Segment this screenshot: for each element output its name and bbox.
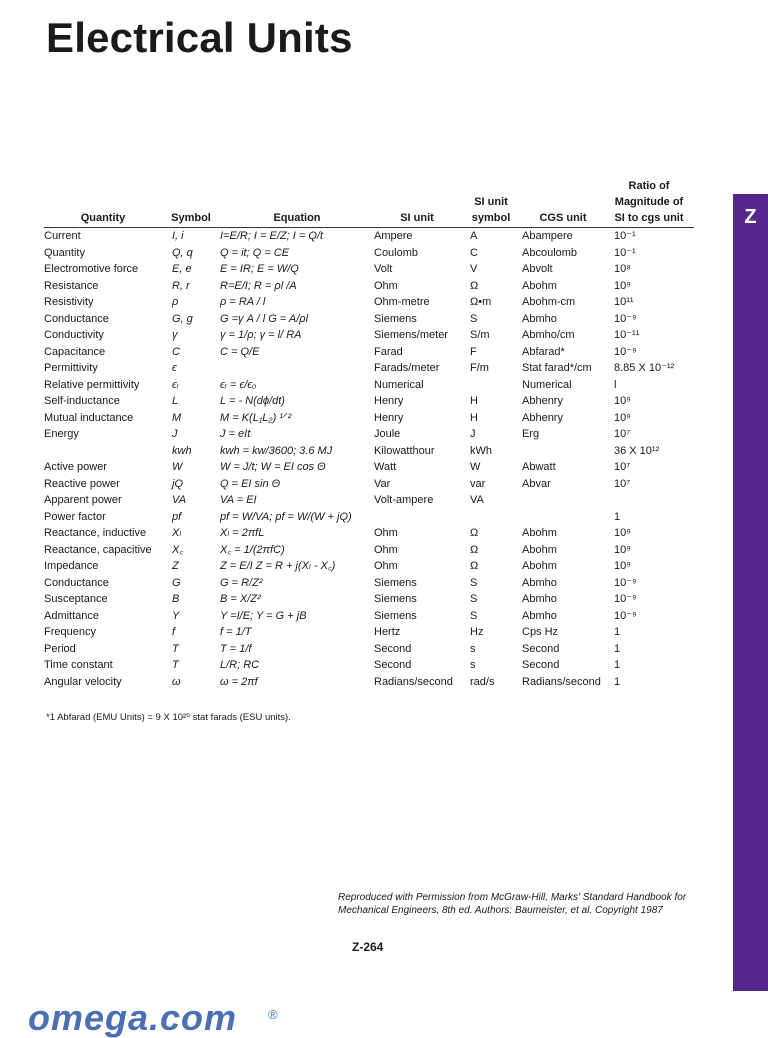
cell-equation: X꜀ = 1/(2πfC)	[220, 543, 285, 556]
header-si-symbol-line-2: symbol	[471, 212, 511, 224]
cell-cgs-unit: Radians/second	[522, 675, 601, 688]
cell-ratio: 1	[614, 659, 621, 672]
cell-ratio: 10⁹	[614, 560, 631, 573]
header-cgs-unit: CGS unit	[522, 178, 604, 228]
cell-si-symbol: F	[470, 345, 477, 358]
cell-quantity: Frequency	[44, 626, 96, 639]
cell-cgs-unit: Abfarad*	[522, 345, 565, 358]
cell-si-symbol	[460, 377, 522, 394]
cell-si-unit: Siemens/meter	[374, 329, 448, 342]
cell-symbol: γ	[172, 329, 178, 342]
cell-symbol: pf	[172, 510, 182, 523]
cell-equation: γ = 1/ρ; γ = l/ RA	[220, 329, 302, 342]
cell-symbol: Q, q	[172, 246, 193, 259]
cell-si-unit: Volt	[374, 263, 393, 276]
cell-symbol: G	[172, 576, 181, 589]
cell-si-symbol: rad/s	[470, 675, 495, 688]
cell-cgs-unit: Abcoulomb	[522, 246, 578, 259]
cell-ratio: 8.85 X 10⁻¹²	[614, 362, 675, 375]
cell-symbol: Y	[172, 609, 180, 622]
cell-equation: pf = W/VA; pf = W/(W + jQ)	[220, 510, 352, 523]
cell-si-unit: Joule	[374, 428, 401, 441]
cell-si-symbol: H	[470, 411, 478, 424]
cell-symbol: E, e	[172, 263, 192, 276]
header-si-symbol-line-1: SI unit	[474, 196, 508, 208]
cell-si-symbol: s	[470, 659, 476, 672]
table-row	[44, 410, 694, 427]
cell-ratio: 36 X 10¹²	[614, 444, 660, 457]
cell-si-symbol	[460, 509, 522, 526]
cell-cgs-unit: Abhenry	[522, 411, 563, 424]
credit-note: Reproduced with Permission from McGraw-Hill, Marks' Standard Handbook for Mechanical Engineers, 8th ed. Authors: Baumeister, et al. Copyright 1987	[338, 892, 687, 916]
cell-ratio	[604, 492, 694, 509]
table-body	[44, 228, 694, 691]
table-row	[44, 459, 694, 476]
cell-cgs-unit: Abmho	[522, 576, 557, 589]
cell-si-symbol: s	[470, 642, 476, 655]
cell-si-symbol: V	[470, 263, 478, 276]
cell-quantity: Conductance	[44, 312, 109, 325]
cell-symbol: ρ	[172, 296, 179, 309]
cell-si-unit: Radians/second	[374, 675, 453, 688]
header-equation: Equation	[220, 178, 374, 228]
cell-symbol: R, r	[172, 279, 190, 292]
cell-ratio: 10⁻⁹	[614, 609, 637, 622]
cell-si-symbol: kWh	[470, 444, 492, 457]
header-si-symbol	[460, 178, 522, 228]
table-row	[44, 327, 694, 344]
cell-ratio: 10⁷	[614, 461, 631, 474]
cell-quantity: Energy	[44, 428, 79, 441]
cell-si-symbol: S	[470, 609, 478, 622]
cell-quantity: Time constant	[44, 659, 113, 672]
cell-si-unit: Second	[374, 642, 412, 655]
cell-si-unit: Siemens	[374, 576, 417, 589]
header-ratio-line-1: Ratio of	[628, 180, 670, 192]
cell-quantity: Resistivity	[44, 296, 94, 309]
cell-equation: VA = EI	[220, 494, 257, 507]
cell-cgs-unit	[522, 443, 604, 460]
cell-si-unit: Ohm	[374, 560, 398, 573]
cell-ratio: l	[614, 378, 617, 391]
cell-si-symbol: var	[470, 477, 486, 490]
cell-si-unit: Hertz	[374, 626, 401, 639]
cell-si-unit: Kilowatthour	[374, 444, 435, 457]
cell-si-unit: Siemens	[374, 312, 417, 325]
table-row	[44, 542, 694, 559]
cell-ratio: 10⁹	[614, 527, 631, 540]
table-row	[44, 228, 694, 245]
header-ratio	[604, 178, 694, 228]
omega-logo: omega.com	[28, 997, 238, 1038]
cell-ratio: 10⁷	[614, 477, 631, 490]
cell-quantity: Self-inductance	[44, 395, 120, 408]
cell-equation: J = eIt	[220, 428, 251, 441]
table-row	[44, 294, 694, 311]
cell-si-symbol: S	[470, 312, 478, 325]
cell-quantity: Mutual inductance	[44, 411, 134, 424]
cell-symbol: W	[172, 461, 183, 474]
cell-cgs-unit: Erg	[522, 428, 540, 441]
table-row	[44, 575, 694, 592]
table-row	[44, 426, 694, 443]
table-row	[44, 245, 694, 262]
cell-symbol: J	[172, 428, 178, 441]
cell-ratio: 10⁹	[614, 411, 631, 424]
cell-quantity: Admittance	[44, 609, 100, 622]
cell-si-symbol: S	[470, 576, 478, 589]
cell-quantity: Angular velocity	[44, 675, 122, 688]
table-row	[44, 443, 694, 460]
cell-equation: f = 1/T	[220, 626, 252, 639]
cell-cgs-unit: Abampere	[522, 230, 573, 243]
cell-quantity: Quantity	[44, 246, 85, 259]
cell-equation: C = Q/E	[220, 345, 260, 358]
cell-si-unit: Watt	[374, 461, 397, 474]
cell-ratio: 1	[614, 675, 621, 688]
cell-equation	[220, 360, 374, 377]
cell-ratio: 1	[614, 642, 621, 655]
cell-ratio: 10⁸	[614, 263, 631, 276]
cell-si-symbol: S	[470, 593, 478, 606]
cell-si-symbol: Ω	[470, 560, 479, 573]
cell-quantity: Permittivity	[44, 362, 98, 375]
cell-ratio: 10⁻⁹	[614, 593, 637, 606]
cell-si-unit: Farads/meter	[374, 362, 440, 375]
cell-si-unit: Ohm	[374, 527, 398, 540]
table-row	[44, 311, 694, 328]
cell-si-unit: Volt-ampere	[374, 494, 434, 507]
cell-equation: E = IR; E = W/Q	[220, 263, 299, 276]
cell-cgs-unit: Abmho/cm	[522, 329, 575, 342]
cell-cgs-unit: Abvar	[522, 477, 551, 490]
cell-symbol: kwh	[172, 444, 192, 457]
cell-cgs-unit: Abwatt	[522, 461, 556, 474]
cell-si-symbol: H	[470, 395, 478, 408]
cell-symbol: M	[172, 411, 182, 424]
cell-si-symbol: Hz	[470, 626, 484, 639]
table-row	[44, 641, 694, 658]
cell-quantity: Power factor	[44, 510, 106, 523]
cell-si-unit: Siemens	[374, 593, 417, 606]
cell-si-unit: Second	[374, 659, 412, 672]
cell-cgs-unit: Abmho	[522, 312, 557, 325]
cell-equation: Z = E/I Z = R + j(Xₗ - X꜀)	[220, 560, 336, 573]
cell-equation: M = K(L₁L₂) ¹ᐟ²	[220, 411, 292, 424]
cell-cgs-unit: Stat farad*/cm	[522, 362, 592, 375]
header-quantity: Quantity	[44, 178, 162, 228]
cell-symbol: C	[172, 345, 180, 358]
cell-cgs-unit: Second	[522, 642, 560, 655]
cell-quantity: Electromotive force	[44, 263, 139, 276]
header-symbol: Symbol	[162, 178, 220, 228]
cell-cgs-unit: Numerical	[522, 378, 572, 391]
cell-ratio: 1	[614, 626, 621, 639]
cell-ratio: 10⁹	[614, 279, 631, 292]
cell-si-symbol: F/m	[470, 362, 489, 375]
electrical-units-table	[44, 178, 694, 690]
cell-equation: ρ = RA / l	[220, 296, 266, 309]
cell-ratio: 10⁹	[614, 543, 631, 556]
cell-cgs-unit: Abhenry	[522, 395, 563, 408]
cell-cgs-unit: Cps Hz	[522, 626, 559, 639]
cell-symbol: VA	[172, 494, 187, 507]
section-tab	[733, 194, 768, 991]
cell-symbol: jQ	[172, 477, 183, 490]
cell-equation: I=E/R; I = E/Z; I = Q/t	[220, 230, 324, 243]
table-row	[44, 344, 694, 361]
cell-ratio: 10⁻⁹	[614, 345, 637, 358]
table-row	[44, 278, 694, 295]
cell-equation: ω = 2πf	[220, 675, 258, 688]
cell-cgs-unit: Abohm	[522, 527, 557, 540]
cell-cgs-unit: Second	[522, 659, 560, 672]
cell-ratio: 10⁻¹	[614, 246, 636, 259]
cell-symbol: f	[172, 626, 176, 639]
cell-symbol: ω	[172, 675, 181, 688]
cell-symbol: ϵᵣ	[172, 378, 179, 391]
cell-quantity: Current	[44, 230, 81, 243]
cell-si-symbol: VA	[470, 494, 484, 507]
table-row	[44, 525, 694, 542]
cell-si-unit: Henry	[374, 411, 404, 424]
cell-symbol: B	[172, 593, 180, 606]
header-si-unit: SI unit	[374, 178, 460, 228]
cell-si-unit: Ohm	[374, 543, 398, 556]
table-row	[44, 492, 694, 509]
cell-ratio: 10⁻⁹	[614, 312, 637, 325]
cell-symbol: Z	[172, 560, 179, 573]
cell-cgs-unit: Abohm	[522, 560, 557, 573]
cell-si-unit: Var	[374, 477, 391, 490]
cell-cgs-unit	[522, 509, 604, 526]
cell-symbol: G, g	[172, 312, 193, 325]
cell-equation: L/R; RC	[220, 659, 260, 672]
cell-equation: ϵᵣ = ϵ/ϵₒ	[220, 378, 257, 391]
cell-equation: G =γ A / l G = A/ρl	[220, 312, 309, 325]
cell-si-unit: Siemens	[374, 609, 417, 622]
header-ratio-line-2: Magnitude of	[614, 196, 684, 208]
cell-equation: T = 1/f	[220, 642, 252, 655]
cell-quantity: Period	[44, 642, 76, 655]
cell-ratio: 10⁻¹¹	[614, 329, 640, 342]
cell-si-symbol: S/m	[470, 329, 490, 342]
cell-equation: Q = it; Q = CE	[220, 246, 290, 259]
cell-si-unit: Ampere	[374, 230, 413, 243]
section-tab-letter: Z	[744, 206, 757, 228]
table-header-row	[44, 178, 694, 228]
cell-symbol: T	[172, 642, 179, 655]
cell-ratio: 10⁷	[614, 428, 631, 441]
cell-cgs-unit: Abohm-cm	[522, 296, 576, 309]
cell-quantity: Reactive power	[44, 477, 120, 490]
cell-ratio: 10⁻¹	[614, 230, 636, 243]
registered-mark: ®	[268, 1007, 278, 1022]
cell-equation: R=E/I; R = ρl /A	[220, 279, 297, 292]
cell-equation: kwh = kw/3600; 3.6 MJ	[220, 444, 333, 457]
cell-quantity: Apparent power	[44, 494, 122, 507]
cell-cgs-unit: Abohm	[522, 279, 557, 292]
page-title: Electrical Units	[46, 14, 353, 61]
cell-symbol: Xₗ	[172, 527, 182, 540]
cell-si-symbol: Ω•m	[470, 296, 492, 309]
cell-equation: B = X/Z²	[220, 593, 261, 606]
cell-si-unit: Farad	[374, 345, 403, 358]
cell-quantity: Resistance	[44, 279, 99, 292]
cell-ratio: 10⁹	[614, 395, 631, 408]
cell-ratio: 1	[614, 510, 621, 523]
cell-quantity: Conductivity	[44, 329, 104, 342]
cell-si-symbol: J	[470, 428, 476, 441]
cell-si-symbol: W	[470, 461, 481, 474]
cell-si-symbol: Ω	[470, 543, 479, 556]
table-row	[44, 674, 694, 691]
cell-equation: Y =I/E; Y = G + jB	[220, 609, 307, 622]
cell-quantity: Impedance	[44, 560, 99, 573]
footnote: *1 Abfarad (EMU Units) = 9 X 10²⁰ stat farads (ESU units).	[46, 712, 291, 723]
cell-si-unit	[374, 509, 460, 526]
table-row	[44, 261, 694, 278]
cell-equation: W = J/t; W = EI cos Θ	[220, 461, 326, 474]
table-row	[44, 360, 694, 377]
header-ratio-line-3: SI to cgs unit	[614, 212, 684, 224]
table-row	[44, 476, 694, 493]
cell-si-unit: Numerical	[374, 378, 424, 391]
cell-cgs-unit	[522, 492, 604, 509]
table-row	[44, 657, 694, 674]
cell-equation: L = - N(dϕ/dt)	[220, 395, 285, 408]
table-row	[44, 608, 694, 625]
cell-si-unit: Ohm-metre	[374, 296, 430, 309]
cell-quantity	[44, 443, 162, 460]
table-row	[44, 509, 694, 526]
cell-si-unit: Henry	[374, 395, 404, 408]
cell-symbol: I, i	[172, 230, 184, 243]
cell-quantity: Relative permittivity	[44, 378, 140, 391]
cell-si-symbol: Ω	[470, 279, 479, 292]
cell-cgs-unit: Abmho	[522, 609, 557, 622]
cell-quantity: Susceptance	[44, 593, 108, 606]
cell-cgs-unit: Abmho	[522, 593, 557, 606]
cell-quantity: Capacitance	[44, 345, 106, 358]
cell-si-unit: Ohm	[374, 279, 398, 292]
cell-quantity: Conductance	[44, 576, 109, 589]
cell-cgs-unit: Abohm	[522, 543, 557, 556]
cell-symbol: ϵ	[172, 362, 177, 375]
table-row	[44, 624, 694, 641]
cell-equation: Q = EI sin Θ	[220, 477, 281, 490]
cell-equation: G = R/Z²	[220, 576, 263, 589]
cell-symbol: L	[172, 395, 179, 408]
cell-quantity: Active power	[44, 461, 107, 474]
table-row	[44, 393, 694, 410]
table-row	[44, 558, 694, 575]
page-number: Z-264	[352, 940, 384, 954]
cell-equation: Xₗ = 2πfL	[220, 527, 265, 540]
cell-si-symbol: C	[470, 246, 478, 259]
cell-cgs-unit: Abvolt	[522, 263, 553, 276]
cell-ratio: 10¹¹	[614, 296, 634, 309]
cell-si-symbol: A	[470, 230, 478, 243]
cell-ratio: 10⁻⁹	[614, 576, 637, 589]
cell-si-unit: Coulomb	[374, 246, 419, 259]
cell-symbol: X꜀	[172, 543, 184, 556]
table-row	[44, 377, 694, 394]
cell-quantity: Reactance, capacitive	[44, 543, 152, 556]
cell-si-symbol: Ω	[470, 527, 479, 540]
table-row	[44, 591, 694, 608]
cell-symbol: T	[172, 659, 179, 672]
cell-quantity: Reactance, inductive	[44, 527, 147, 540]
